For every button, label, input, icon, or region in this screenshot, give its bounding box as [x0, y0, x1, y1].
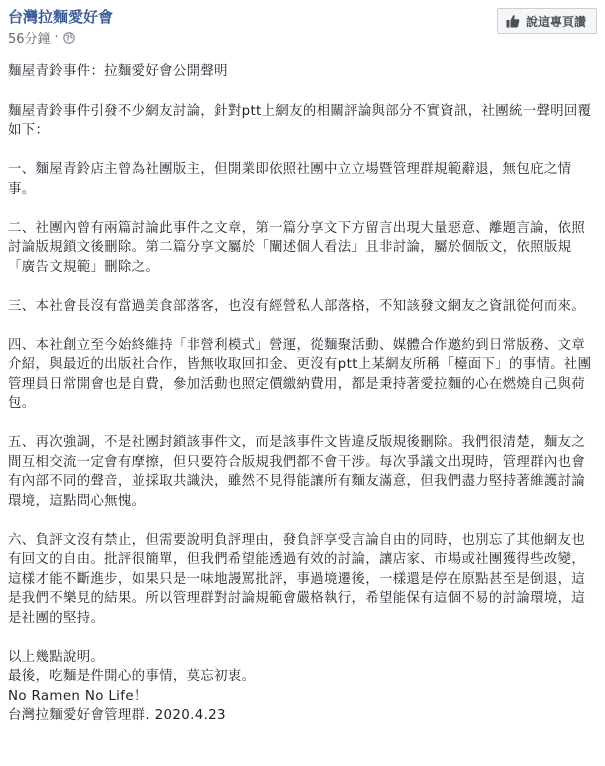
post-paragraph: 三、本社會長沒有當過美食部落客，也沒有經營私人部落格，不知該發文網友之資訊從何而來。 [8, 298, 586, 314]
closing-line: 以上幾點說明。 [8, 649, 105, 665]
post-paragraph: 五、再次強調，不是社團封鎖該事件文，而是該事件文皆違反版規後刪除。我們很清楚，麵友之間互相交流一定會有摩擦，但只要符合版規我們都不會干涉。每次爭議文出現時，管理群內也會有內部不同的聲音，並採取共識決，雖然不見得能讓所有麵友滿意，但我們盡力堅持著維護討論環境，這點問心無愧。 [8, 435, 586, 509]
closing-line: 最後，吃麵是件開心的事情，莫忘初衷。 [8, 669, 256, 684]
post-intro: 麵屋青鈴事件引發不少網友討論，針對ptt上網友的相關評論與部分不實資訊，社團統一聲明回覆如下： [8, 103, 592, 138]
post-signature: 台灣拉麵愛好會管理群. 2020.4.23 [8, 708, 226, 723]
post-paragraph: 二、社團內曾有兩篇討論此事件之文章，第一篇分享文下方留言出現大量惡意、離題言論，依照討論版規鎖文後刪除。第二篇分享文屬於「闡述個人看法」且非討論，屬於個版文，依照版規「廣告文規範」刪除之。 [8, 220, 586, 275]
page-name-link[interactable]: 台灣拉麵愛好會 [8, 8, 114, 26]
post-title: 麵屋青鈴事件：拉麵愛好會公開聲明 [8, 64, 228, 79]
post-timestamp[interactable]: 56分鐘 [8, 32, 51, 47]
like-button-label: 說這專頁讚 [525, 14, 586, 29]
post-paragraph: 四、本社創立至今始終維持「非營利模式」營運，從麵聚活動、媒體合作邀約到日常版務、文章介紹，與最近的出版社合作，皆無收取回扣金、更沒有ptt上某網友所稱「檯面下」的事情。社團管理員日常開會也是自費，參加活動也照定價繳納費用，都是秉持著愛拉麵的心在燃燒自己與荷包。 [8, 337, 592, 411]
post-closing [8, 648, 596, 726]
thumbs-up-icon [506, 14, 520, 28]
post-paragraph: 六、負評文沒有禁止，但需要說明負評理由，發負評享受言論自由的同時，也別忘了其他網友也有回文的自由。批評很簡單，但我們希望能透過有效的討論，讓店家、市場或社團獲得些改變，這樣才能不斷進步，如果只是一味地謾罵批評，事過境遷後，一樣還是停在原點甚至是倒退，這是我們不樂見的結果。所以管理群對討論規範會嚴格執行，希望能保有這個不易的討論環境，這是社團的堅持。 [8, 532, 586, 626]
post-header [8, 4, 597, 48]
globe-icon[interactable] [63, 32, 75, 44]
post-body [8, 62, 596, 726]
post-meta [8, 28, 75, 47]
meta-separator: · [54, 30, 59, 45]
closing-line: No Ramen No Life！ [8, 688, 148, 704]
like-page-button[interactable] [497, 8, 597, 34]
post-paragraph: 一、麵屋青鈴店主曾為社團版主，但開業即依照社團中立立場暨管理群規範辭退，無包庇之情事。 [8, 162, 572, 197]
